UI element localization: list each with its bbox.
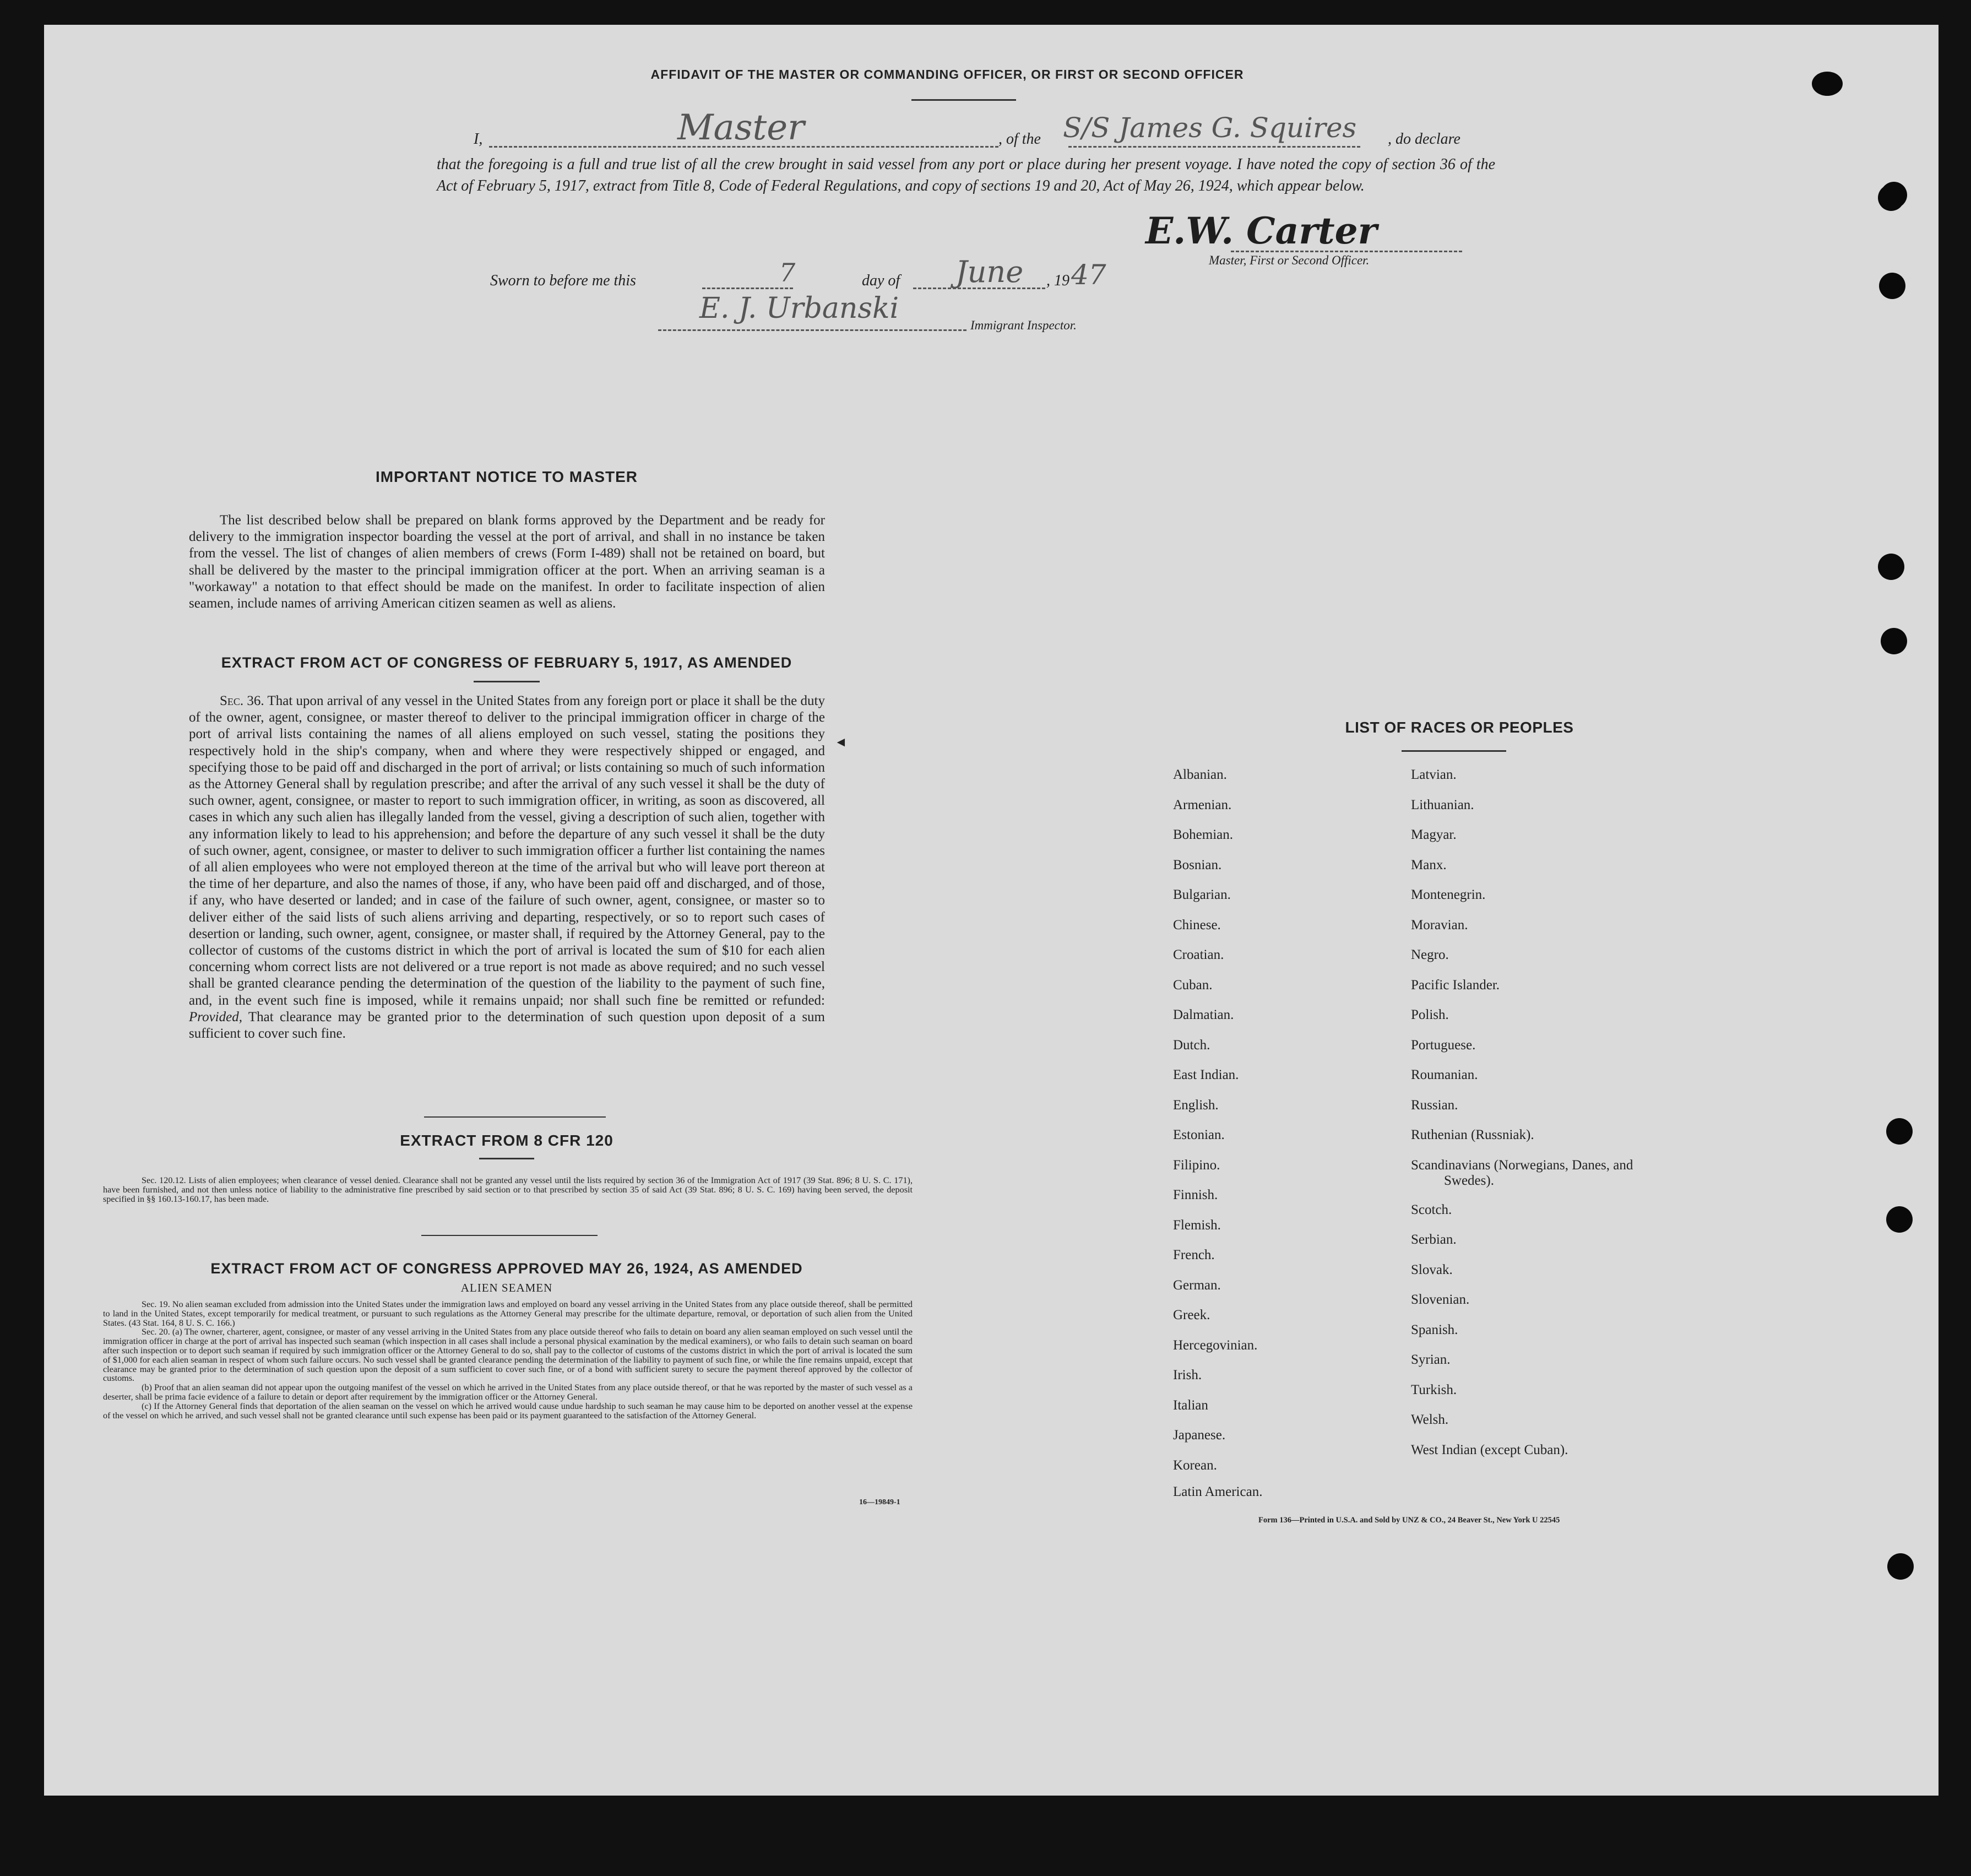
race-item: Dutch.: [1173, 1037, 1210, 1053]
race-item: Welsh.: [1411, 1412, 1449, 1427]
vessel-handwritten: S/S James G. Squires: [1063, 112, 1357, 144]
provided-word: Provided,: [189, 1009, 242, 1024]
divider: [1402, 750, 1506, 752]
race-item: Estonian.: [1173, 1127, 1225, 1142]
day-label: day of: [862, 272, 900, 289]
race-item: Bulgarian.: [1173, 887, 1231, 902]
binder-hole: [1812, 72, 1843, 96]
inspector-fill-line: [658, 329, 967, 331]
master-signature: E.W. Carter: [1145, 209, 1377, 252]
divider: [474, 681, 540, 682]
affidavit-body: that the foregoing is a full and true list of all the crew brought in said vessel from any port or place during her present voyage. I have noted the copy of section 36 of the Act of February 5, 1917, extract from Title 8, Code of Federal Regulations, and copy of sections 19 and 20, Act of May 26, 1924, which appear below.: [437, 156, 1495, 194]
race-item: Moravian.: [1411, 917, 1468, 932]
race-item: West Indian (except Cuban).: [1411, 1442, 1568, 1457]
race-item: Montenegrin.: [1411, 887, 1486, 902]
race-item: Polish.: [1411, 1007, 1449, 1022]
divider: [479, 1158, 534, 1159]
day-fill-line: [702, 288, 793, 289]
form-printer-note: Form 136—Printed in U.S.A. and Sold by UNZ & CO., 24 Beaver St., New York U 22545: [1258, 1516, 1560, 1525]
race-item: Portuguese.: [1411, 1037, 1476, 1053]
race-item: Cuban.: [1173, 977, 1213, 993]
race-item: Slovak.: [1411, 1262, 1453, 1277]
form-code: 16—19849-1: [859, 1498, 900, 1506]
alien-seamen-subheading: ALIEN SEAMEN: [460, 1281, 553, 1294]
heading-divider: [911, 99, 1016, 101]
sec-20b-text: (b) Proof that an alien seaman did not appear upon the outgoing manifest of the vessel on which he arrived in the United States from any place outside thereof, or that he was reported by the master of such vessel as a deserter, shall be prima facie evidence of a failure to detain or deport after requirement by the immigration officer or the Attorney General.: [103, 1382, 913, 1402]
races-heading: LIST OF RACES OR PEOPLES: [1345, 719, 1574, 736]
affidavit-heading: AFFIDAVIT OF THE MASTER OR COMMANDING OFFICER, OR FIRST OR SECOND OFFICER: [650, 67, 1244, 82]
race-item: Serbian.: [1411, 1232, 1457, 1247]
binder-hole: [1886, 1206, 1913, 1233]
race-item: Negro.: [1411, 947, 1449, 962]
line1-suffix: , do declare: [1388, 131, 1460, 148]
sworn-prefix: Sworn to before me this: [490, 272, 636, 289]
sec-36-text-end: That clearance may be granted prior to the determination of such question upon deposit of a sum sufficient to cover such fine.: [189, 1009, 825, 1042]
race-item: Dalmatian.: [1173, 1007, 1234, 1022]
extract-1924-heading: EXTRACT FROM ACT OF CONGRESS APPROVED MAY 26, 1924, AS AMENDED: [210, 1260, 803, 1277]
notice-heading: IMPORTANT NOTICE TO MASTER: [375, 468, 638, 485]
race-item: Croatian.: [1173, 947, 1224, 962]
inspector-signature: E. J. Urbanski: [699, 292, 899, 325]
binder-hole: [1887, 1553, 1914, 1580]
cfr-heading: EXTRACT FROM 8 CFR 120: [400, 1132, 613, 1149]
race-item: Ruthenian (Russniak).: [1411, 1127, 1534, 1142]
race-item: Turkish.: [1411, 1382, 1457, 1397]
year-handwritten: 47: [1071, 259, 1106, 291]
binder-hole: [1881, 628, 1907, 654]
race-item: Chinese.: [1173, 917, 1221, 932]
inspector-caption: Immigrant Inspector.: [970, 318, 1077, 332]
race-item: Greek.: [1173, 1308, 1210, 1322]
sec-20a-text: Sec. 20. (a) The owner, charterer, agent, consignee, or master of any vessel arriving in the United States from any place outside thereof who fails to detain on board any alien seaman employed on such vessel until the immigration officer in charge at the port of arrival has inspected such seaman (which inspection in all cases shall include a personal physical examination by the medical examiners), or who fails to detain such seaman on board after such inspection or to deport such seaman if required by such immigration officer or the Attorney General to do so, shall pay to the collector of customs of the customs district in which the port of arrival is located the sum of $1,000 for each alien seaman in respect of whom such failure occurs. No such vessel shall be granted clearance pending the determination of the liability to payment of such fine, or while the fine remains unpaid, except that clearance may be granted prior to the determination of such question upon the deposit of a sum sufficient to cover such fine, or of a bond with sufficient surety to secure the payment thereof approved by the collector of customs.: [103, 1327, 913, 1384]
extract-1924-body: [103, 1300, 913, 1420]
race-item: Italian: [1173, 1397, 1208, 1413]
race-item: Hercegovinian.: [1173, 1337, 1258, 1353]
race-item: English.: [1173, 1097, 1219, 1113]
month-handwritten: June: [955, 254, 1024, 289]
race-item: Armenian.: [1173, 797, 1232, 812]
race-item: Manx.: [1411, 857, 1447, 872]
race-item: Albanian.: [1173, 767, 1227, 782]
race-item: Lithuanian.: [1411, 797, 1474, 812]
sec-19-text: Sec. 19. No alien seaman excluded from admission into the United States under the immigration laws and employed on board any vessel arriving in the United States from any place outside thereof, shall be permitted to land in the United States, except temporarily for medical treatment, or pursuant to such regulations as the Attorney General may prescribe for the ultimate departure, removal, or deportation of such alien from the United States. (43 Stat. 164, 8 U. S. C. 166.): [103, 1299, 913, 1328]
race-item: Scotch.: [1411, 1202, 1452, 1217]
races-left-column: [1173, 767, 1262, 1501]
race-item: Russian.: [1411, 1097, 1458, 1113]
race-item: Pacific Islander.: [1411, 977, 1500, 993]
binder-hole: [1886, 1118, 1913, 1145]
race-item: Slovenian.: [1411, 1292, 1470, 1307]
race-item: Magyar.: [1411, 827, 1457, 842]
cfr-body: Sec. 120.12. Lists of alien employees; when clearance of vessel denied. Clearance shall not be granted any vessel until the lists required by section 36 of the Immigration Act of 1917 (39 Stat. 896; 8 U. S. C. 171), have been furnished, and not then unless notice of liability to the administrative fine prescribed by said section or to that prescribed by section 35 of said Act (39 Stat. 896; 8 U. S. C. 169) having been served, the deposit specified in §§ 160.13-160.17, has been made.: [103, 1175, 913, 1204]
race-item: Filipino.: [1173, 1157, 1220, 1173]
race-item: Bosnian.: [1173, 857, 1222, 872]
affidavit-line1: [474, 107, 1495, 155]
arrow-mark-icon: ◄: [834, 735, 848, 750]
binder-hole: [1878, 185, 1904, 211]
race-item: Flemish.: [1173, 1217, 1221, 1233]
officer-handwritten: Master: [677, 107, 805, 148]
race-item: Latin American.: [1173, 1484, 1263, 1499]
extract-1917-body: [189, 693, 825, 1042]
race-item: Scandinavians (Norwegians, Danes, and Swedes).: [1411, 1157, 1633, 1188]
binder-hole: [1879, 273, 1905, 299]
race-item: Latvian.: [1411, 767, 1457, 782]
line1-prefix: I,: [474, 131, 483, 148]
year-prefix: , 19: [1046, 272, 1069, 289]
binder-hole: [1878, 554, 1904, 580]
line1-mid: , of the: [998, 131, 1041, 148]
signature-fill-line: [1231, 251, 1462, 252]
race-item: Korean.: [1173, 1457, 1217, 1473]
sec-20c-text: (c) If the Attorney General finds that deportation of the alien seaman on the vessel on which he arrived would cause undue hardship to such seaman he may cause him to be deported on another vessel at the expense of the vessel on which he arrived, and such vessel shall not be granted clearance until such expense has been paid or its payment guaranteed to the satisfaction of the Attorney General.: [103, 1401, 913, 1420]
notice-body: The list described below shall be prepared on blank forms approved by the Department and be ready for delivery to the immigration inspector boarding the vessel at the port of arrival, and shall in no instance be taken from the vessel. The list of changes of alien members of crews (Form I-489) shall not be retained on board, but shall be delivered by the master to the principal immigration officer at the port. When an arriving seaman is a "workaway" a notation to that effect should be made on the manifest. In order to facilitate inspection of alien seamen, include names of arriving American citizen seamen as well as aliens.: [189, 513, 825, 611]
sec-36-label: Sec. 36.: [220, 693, 264, 708]
race-item: Spanish.: [1411, 1322, 1458, 1337]
race-item: East Indian.: [1173, 1067, 1239, 1082]
race-item: Finnish.: [1173, 1188, 1218, 1202]
race-item: Irish.: [1173, 1368, 1202, 1382]
divider: [421, 1235, 598, 1236]
vessel-fill-line: [1068, 146, 1360, 148]
race-item: Japanese.: [1173, 1428, 1226, 1443]
day-handwritten: 7: [779, 258, 796, 288]
race-item: Bohemian.: [1173, 827, 1234, 842]
race-item: Syrian.: [1411, 1352, 1451, 1367]
signature-caption: Master, First or Second Officer.: [1209, 253, 1370, 267]
extract-1917-heading: EXTRACT FROM ACT OF CONGRESS OF FEBRUARY 5, 1917, AS AMENDED: [221, 654, 792, 671]
divider: [424, 1116, 606, 1118]
race-item: Roumanian.: [1411, 1067, 1478, 1082]
races-right-column: [1411, 767, 1648, 1472]
race-item: French.: [1173, 1248, 1215, 1262]
sec-36-text: That upon arrival of any vessel in the United States from any foreign port or place it shall be the duty of the owner, agent, consignee, or master thereof to deliver to the principal immigration officer in charge of the port of arrival lists containing the names of all aliens employed on such vessel, stating the positions they respectively hold in the ship's company, when and where they were respectively shipped or engaged, and specifying those to be paid off and discharged in the port of arrival; or lists containing so much of such information as the Attorney General shall by regulation prescribe; and after the arrival of any such vessel it shall be the duty of such owner, agent, consignee, or master to report to such immigration officer, in writing, as soon as discovered, all cases in which any such alien has illegally landed from the vessel, giving a description of such alien, together with any information likely to lead to his apprehension; and before the departure of any such vessel it shall be the duty of such owner, agent, consignee, or master to deliver to such immigration officer a further list containing the names of all alien employees who were not employed thereon at the time of the arrival but who will leave port thereon at the time of her departure, and also the names of those, if any, who have been paid off and discharged, and of those, if any, who have deserted or landed; and in case of the failure of such owner, agent, consignee, or master so to deliver either of the said lists of such aliens arriving and departing, respectively, or so to report such cases of desertion or landing, such owner, agent, consignee, or master shall, if required by the Attorney General, pay to the collector of customs of the customs district in which the port of arrival is located the sum of $10 for each alien concerning whom correct lists are not delivered or a true report is not made as above required; and no such vessel shall be granted clearance pending the determination of the question of the liability to the payment of such fine, and, in the event such fine is imposed, while it remains unpaid; nor shall such fine be remitted or refunded:: [189, 693, 825, 1008]
race-item: German.: [1173, 1277, 1221, 1293]
